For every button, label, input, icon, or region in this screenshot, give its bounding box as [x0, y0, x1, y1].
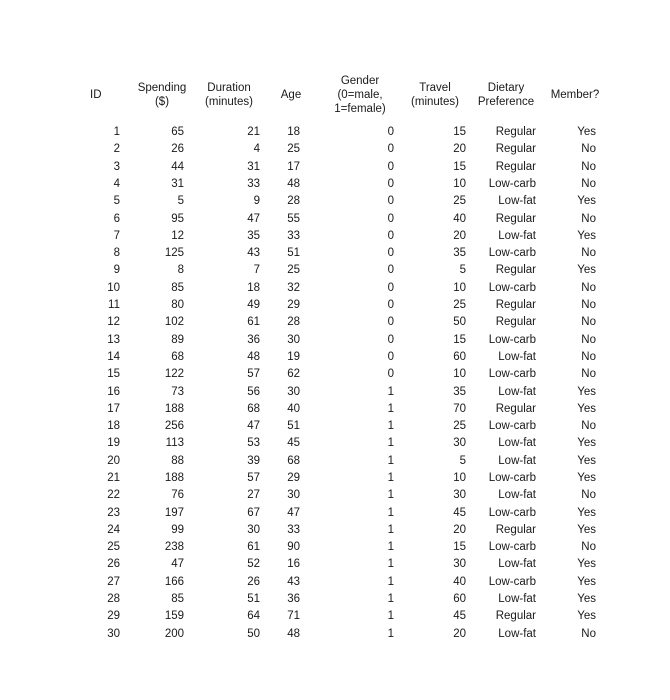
cell-dietary: Low-carb [488, 420, 536, 433]
cell-dietary: Low-fat [498, 593, 536, 606]
cell-dietary: Low-carb [488, 281, 536, 294]
cell-duration: 4 [253, 143, 260, 156]
cell-dietary: Low-fat [498, 454, 536, 467]
cell-gender: 1 [387, 385, 394, 398]
cell-member: Yes [577, 264, 596, 277]
cell-spending: 31 [171, 177, 184, 190]
cell-travel: 10 [453, 177, 466, 190]
cell-duration: 39 [247, 454, 260, 467]
cell-id: 24 [107, 523, 120, 536]
cell-duration: 27 [247, 489, 260, 502]
cell-gender: 1 [387, 506, 394, 519]
cell-spending: 8 [177, 264, 184, 277]
cell-duration: 30 [247, 523, 260, 536]
cell-id: 7 [113, 229, 120, 242]
cell-gender: 0 [387, 229, 394, 242]
cell-travel: 45 [453, 506, 466, 519]
cell-dietary: Low-fat [498, 489, 536, 502]
cell-member: Yes [577, 506, 596, 519]
cell-dietary: Regular [495, 160, 536, 173]
cell-spending: 188 [164, 471, 184, 484]
cell-gender: 1 [387, 402, 394, 415]
cell-id: 20 [107, 454, 120, 467]
cell-spending: 47 [171, 558, 184, 571]
cell-age: 40 [287, 402, 300, 415]
cell-travel: 30 [453, 437, 466, 450]
cell-dietary: Regular [495, 610, 536, 623]
cell-age: 62 [287, 368, 300, 381]
cell-age: 51 [287, 420, 300, 433]
table-row [80, 366, 608, 383]
cell-age: 32 [287, 281, 300, 294]
cell-id: 6 [113, 212, 120, 225]
cell-spending: 65 [171, 126, 184, 139]
cell-spending: 85 [171, 593, 184, 606]
cell-spending: 68 [171, 350, 184, 363]
cell-travel: 70 [453, 402, 466, 415]
cell-dietary: Regular [495, 264, 536, 277]
cell-age: 55 [287, 212, 300, 225]
cell-spending: 113 [165, 437, 184, 450]
cell-duration: 53 [247, 437, 260, 450]
cell-travel: 60 [453, 593, 466, 606]
cell-travel: 25 [453, 299, 466, 312]
cell-id: 27 [107, 575, 120, 588]
cell-dietary: Low-carb [488, 575, 536, 588]
cell-id: 13 [107, 333, 120, 346]
cell-spending: 44 [171, 160, 184, 173]
table-row [80, 522, 608, 539]
cell-duration: 43 [247, 247, 260, 260]
cell-member: No [581, 143, 596, 156]
cell-age: 25 [287, 264, 300, 277]
cell-age: 33 [287, 229, 300, 242]
cell-age: 90 [287, 541, 300, 554]
cell-id: 17 [107, 402, 120, 415]
cell-travel: 10 [453, 471, 466, 484]
cell-duration: 9 [253, 195, 260, 208]
header-age: Age [280, 89, 302, 101]
table-row [80, 159, 608, 176]
cell-gender: 0 [387, 195, 394, 208]
cell-id: 19 [107, 437, 120, 450]
cell-member: Yes [577, 575, 596, 588]
cell-travel: 20 [453, 229, 466, 242]
cell-age: 29 [287, 471, 300, 484]
table-row [80, 453, 608, 470]
table-row [80, 383, 608, 400]
cell-travel: 30 [453, 489, 466, 502]
cell-travel: 45 [453, 610, 466, 623]
cell-gender: 0 [387, 160, 394, 173]
cell-dietary: Low-fat [498, 558, 536, 571]
cell-member: Yes [577, 593, 596, 606]
cell-age: 17 [287, 160, 300, 173]
cell-gender: 0 [387, 247, 394, 260]
cell-id: 5 [113, 195, 120, 208]
cell-member: No [581, 489, 596, 502]
cell-age: 71 [287, 610, 300, 623]
cell-travel: 50 [453, 316, 466, 329]
cell-gender: 1 [387, 454, 394, 467]
cell-spending: 85 [171, 281, 184, 294]
cell-duration: 26 [247, 575, 260, 588]
cell-duration: 48 [247, 350, 260, 363]
cell-spending: 12 [171, 229, 184, 242]
cell-dietary: Low-fat [498, 385, 536, 398]
cell-gender: 1 [387, 541, 394, 554]
cell-member: Yes [577, 402, 596, 415]
cell-duration: 33 [247, 177, 260, 190]
cell-id: 30 [107, 627, 120, 640]
cell-gender: 0 [387, 143, 394, 156]
cell-age: 48 [287, 177, 300, 190]
cell-age: 33 [287, 523, 300, 536]
cell-spending: 102 [164, 316, 184, 329]
cell-gender: 1 [387, 575, 394, 588]
cell-member: Yes [577, 126, 596, 139]
customer-data-table [80, 66, 608, 643]
cell-travel: 15 [453, 333, 466, 346]
cell-gender: 1 [387, 471, 394, 484]
table-row [80, 193, 608, 210]
cell-spending: 200 [164, 627, 184, 640]
cell-id: 11 [108, 299, 120, 312]
table-row [80, 608, 608, 625]
cell-member: Yes [577, 454, 596, 467]
cell-travel: 40 [453, 212, 466, 225]
cell-travel: 5 [459, 454, 466, 467]
cell-member: Yes [577, 385, 596, 398]
cell-id: 4 [113, 177, 120, 190]
cell-dietary: Regular [495, 143, 536, 156]
cell-dietary: Low-fat [498, 195, 536, 208]
cell-gender: 0 [387, 212, 394, 225]
cell-gender: 1 [387, 420, 394, 433]
table-row [80, 332, 608, 349]
cell-id: 15 [107, 368, 120, 381]
cell-member: No [581, 299, 596, 312]
cell-id: 26 [107, 558, 120, 571]
cell-gender: 0 [387, 368, 394, 381]
header-duration: Duration (minutes) [205, 82, 253, 108]
cell-age: 47 [287, 506, 300, 519]
table-row [80, 141, 608, 158]
cell-spending: 188 [164, 402, 184, 415]
cell-travel: 35 [453, 247, 466, 260]
cell-member: Yes [577, 471, 596, 484]
table-row [80, 435, 608, 452]
cell-travel: 20 [453, 627, 466, 640]
cell-id: 21 [107, 471, 120, 484]
table-row [80, 539, 608, 556]
cell-member: Yes [577, 558, 596, 571]
cell-spending: 238 [164, 541, 184, 554]
cell-dietary: Low-fat [498, 229, 536, 242]
table-row [80, 505, 608, 522]
cell-duration: 61 [247, 316, 260, 329]
cell-age: 48 [287, 627, 300, 640]
cell-dietary: Regular [495, 126, 536, 139]
cell-duration: 52 [247, 558, 260, 571]
cell-age: 28 [287, 195, 300, 208]
cell-member: No [581, 212, 596, 225]
cell-dietary: Regular [495, 523, 536, 536]
cell-age: 30 [287, 385, 300, 398]
cell-travel: 5 [459, 264, 466, 277]
cell-dietary: Low-fat [498, 350, 536, 363]
cell-dietary: Low-carb [488, 368, 536, 381]
cell-gender: 1 [387, 610, 394, 623]
cell-duration: 68 [247, 402, 260, 415]
cell-duration: 57 [247, 368, 260, 381]
cell-dietary: Low-carb [488, 177, 536, 190]
header-dietary: Dietary Preference [477, 82, 535, 108]
cell-spending: 80 [171, 299, 184, 312]
cell-age: 25 [287, 143, 300, 156]
cell-id: 29 [107, 610, 120, 623]
cell-id: 18 [107, 420, 120, 433]
cell-spending: 95 [171, 212, 184, 225]
cell-member: No [581, 541, 596, 554]
cell-id: 23 [107, 506, 120, 519]
cell-id: 9 [113, 264, 120, 277]
cell-spending: 76 [171, 489, 184, 502]
cell-age: 30 [287, 489, 300, 502]
cell-duration: 35 [247, 229, 260, 242]
cell-dietary: Low-carb [488, 333, 536, 346]
cell-member: Yes [577, 523, 596, 536]
cell-travel: 60 [453, 350, 466, 363]
cell-travel: 10 [453, 368, 466, 381]
cell-member: Yes [577, 610, 596, 623]
table-body [80, 124, 608, 643]
cell-id: 10 [107, 281, 120, 294]
header-gender: Gender (0=male, 1=female) [334, 75, 386, 115]
table-row [80, 297, 608, 314]
cell-age: 36 [287, 593, 300, 606]
cell-gender: 1 [387, 558, 394, 571]
cell-gender: 1 [387, 437, 394, 450]
cell-duration: 31 [247, 160, 260, 173]
cell-member: No [581, 177, 596, 190]
cell-duration: 7 [253, 264, 260, 277]
cell-travel: 15 [453, 160, 466, 173]
cell-spending: 122 [164, 368, 184, 381]
table-row [80, 626, 608, 643]
table-row [80, 401, 608, 418]
cell-duration: 49 [247, 299, 260, 312]
cell-age: 30 [287, 333, 300, 346]
cell-id: 1 [113, 126, 120, 139]
cell-id: 16 [107, 385, 120, 398]
cell-duration: 64 [247, 610, 260, 623]
cell-age: 16 [287, 558, 300, 571]
cell-member: No [581, 350, 596, 363]
header-travel: Travel (minutes) [411, 82, 459, 108]
cell-spending: 73 [171, 385, 184, 398]
cell-travel: 20 [453, 523, 466, 536]
cell-member: Yes [577, 437, 596, 450]
cell-id: 3 [113, 160, 120, 173]
cell-spending: 5 [177, 195, 184, 208]
cell-member: No [581, 160, 596, 173]
cell-dietary: Low-fat [498, 627, 536, 640]
header-id: ID [90, 89, 102, 101]
table-row [80, 574, 608, 591]
header-spending: Spending ($) [137, 82, 187, 108]
cell-dietary: Low-carb [488, 541, 536, 554]
cell-age: 28 [287, 316, 300, 329]
table-row [80, 314, 608, 331]
cell-member: Yes [577, 229, 596, 242]
cell-gender: 0 [387, 177, 394, 190]
cell-id: 8 [113, 247, 120, 260]
cell-age: 68 [287, 454, 300, 467]
cell-spending: 197 [164, 506, 184, 519]
cell-travel: 35 [453, 385, 466, 398]
cell-spending: 26 [171, 143, 184, 156]
cell-member: No [581, 281, 596, 294]
table-row [80, 280, 608, 297]
cell-duration: 50 [247, 627, 260, 640]
table-row [80, 487, 608, 504]
cell-travel: 15 [453, 126, 466, 139]
cell-id: 12 [107, 316, 120, 329]
cell-dietary: Low-fat [498, 437, 536, 450]
cell-travel: 30 [453, 558, 466, 571]
table-row [80, 556, 608, 573]
cell-member: No [581, 368, 596, 381]
cell-gender: 0 [387, 299, 394, 312]
table-row [80, 124, 608, 141]
table-row [80, 262, 608, 279]
cell-gender: 1 [387, 627, 394, 640]
cell-spending: 125 [164, 247, 184, 260]
cell-id: 14 [107, 350, 120, 363]
cell-dietary: Regular [495, 316, 536, 329]
cell-travel: 20 [453, 143, 466, 156]
table-row [80, 210, 608, 227]
cell-duration: 21 [247, 126, 260, 139]
cell-duration: 51 [247, 593, 260, 606]
cell-dietary: Low-carb [488, 247, 536, 260]
cell-gender: 1 [387, 489, 394, 502]
cell-age: 18 [287, 126, 300, 139]
cell-duration: 36 [247, 333, 260, 346]
cell-member: No [581, 420, 596, 433]
cell-gender: 0 [387, 126, 394, 139]
cell-member: Yes [577, 195, 596, 208]
header-member: Member? [550, 89, 600, 101]
cell-gender: 0 [387, 264, 394, 277]
table-row [80, 470, 608, 487]
cell-id: 28 [107, 593, 120, 606]
table-row [80, 176, 608, 193]
table-row [80, 245, 608, 262]
cell-duration: 56 [247, 385, 260, 398]
cell-gender: 0 [387, 350, 394, 363]
cell-id: 2 [113, 143, 120, 156]
cell-spending: 88 [171, 454, 184, 467]
cell-dietary: Low-carb [488, 471, 536, 484]
cell-spending: 99 [171, 523, 184, 536]
cell-spending: 159 [164, 610, 184, 623]
cell-id: 25 [107, 541, 120, 554]
cell-spending: 166 [164, 575, 184, 588]
cell-member: No [581, 247, 596, 260]
cell-gender: 0 [387, 333, 394, 346]
cell-member: No [581, 333, 596, 346]
cell-duration: 47 [247, 420, 260, 433]
cell-gender: 0 [387, 281, 394, 294]
cell-travel: 25 [453, 195, 466, 208]
table-row [80, 349, 608, 366]
cell-dietary: Low-carb [488, 506, 536, 519]
cell-duration: 61 [247, 541, 260, 554]
cell-age: 19 [287, 350, 300, 363]
table-row [80, 418, 608, 435]
cell-gender: 1 [387, 523, 394, 536]
cell-age: 45 [287, 437, 300, 450]
cell-travel: 10 [453, 281, 466, 294]
cell-dietary: Regular [495, 402, 536, 415]
cell-duration: 18 [247, 281, 260, 294]
table-row [80, 228, 608, 245]
header-row [80, 66, 608, 124]
cell-gender: 0 [387, 316, 394, 329]
cell-duration: 57 [247, 471, 260, 484]
cell-duration: 47 [247, 212, 260, 225]
cell-travel: 15 [453, 541, 466, 554]
table-header [80, 66, 608, 124]
cell-dietary: Regular [495, 299, 536, 312]
cell-member: No [581, 316, 596, 329]
table-row [80, 591, 608, 608]
cell-member: No [581, 627, 596, 640]
cell-age: 51 [287, 247, 300, 260]
cell-dietary: Regular [495, 212, 536, 225]
cell-id: 22 [107, 489, 120, 502]
cell-travel: 25 [453, 420, 466, 433]
cell-gender: 1 [387, 593, 394, 606]
cell-duration: 67 [247, 506, 260, 519]
cell-spending: 256 [164, 420, 184, 433]
cell-travel: 40 [453, 575, 466, 588]
cell-spending: 89 [171, 333, 184, 346]
cell-age: 43 [287, 575, 300, 588]
cell-age: 29 [287, 299, 300, 312]
